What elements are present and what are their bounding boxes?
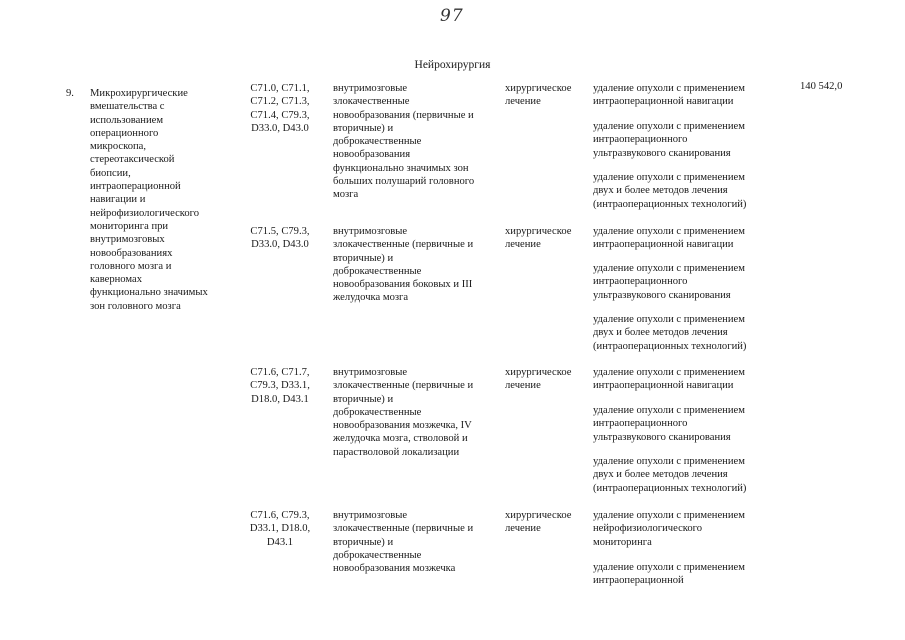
section-title: Нейрохирургия bbox=[414, 59, 491, 71]
group-method: удаление опухоли с применением двух и более методов лечения (интраоперационных технологий) bbox=[593, 456, 747, 494]
group-diagnosis: внутримозговые злокачественные (первичные и вторичные) и доброкачественные новообразования мозжечка, IV желудочка мозга, стволовой и парастволовой локализации bbox=[333, 367, 474, 458]
group-codes: C71.6, C79.3, D33.1, D18.0, D43.1 bbox=[249, 510, 311, 548]
group-codes: C71.0, C71.1, C71.2, C71.3, C71.4, C79.3, D33.0, D43.0 bbox=[250, 83, 310, 134]
group-diagnosis: внутримозговые злокачественные новообразования (первичные и вторичные) и доброкачественные новообразования функционально значимых зон больших полушарий головного мозга bbox=[333, 83, 475, 201]
group-treatment: хирургическое лечение bbox=[505, 226, 572, 251]
group-method: удаление опухоли с применением двух и более методов лечения (интраоперационных технологий) bbox=[593, 172, 747, 210]
group-treatment: хирургическое лечение bbox=[505, 510, 572, 535]
group-method: удаление опухоли с применением интраоперационного ультразвукового сканирования bbox=[593, 263, 745, 301]
group-method: удаление опухоли с применением интраоперационного ультразвукового сканирования bbox=[593, 121, 745, 159]
group-treatment: хирургическое лечение bbox=[505, 367, 572, 392]
group-method: удаление опухоли с применением двух и более методов лечения (интраоперационных технологий) bbox=[593, 314, 747, 352]
group-method: удаление опухоли с применением интраоперационной навигации bbox=[593, 226, 745, 251]
group-diagnosis: внутримозговые злокачественные (первичные и вторичные) и доброкачественные новообразования мозжечка bbox=[333, 510, 474, 575]
row-name: Микрохирургические вмешательства с использованием операционного микроскопа, стереотаксической биопсии, интраоперационной навигации и нейрофизиологического мониторинга при внутримозговых новообразованиях головного мозга и каверномах функционально значимых зон головного мозга bbox=[90, 88, 208, 312]
group-codes: C71.6, C71.7, C79.3, D33.1, D18.0, D43.1 bbox=[250, 367, 310, 405]
group-method: удаление опухоли с применением интраоперационной навигации bbox=[593, 83, 745, 108]
group-method: удаление опухоли с применением нейрофизиологического мониторинга bbox=[593, 510, 745, 548]
page-number: 97 bbox=[440, 6, 464, 26]
group-diagnosis: внутримозговые злокачественные (первичные и вторичные) и доброкачественные новообразования боковых и III желудочка мозга bbox=[333, 226, 474, 304]
group-method: удаление опухоли с применением интраоперационной bbox=[593, 562, 745, 587]
group-treatment: хирургическое лечение bbox=[505, 83, 572, 108]
row-price: 140 542,0 bbox=[800, 81, 843, 92]
group-codes: C71.5, C79.3, D33.0, D43.0 bbox=[250, 226, 310, 251]
group-method: удаление опухоли с применением интраоперационного ультразвукового сканирования bbox=[593, 405, 745, 443]
group-method: удаление опухоли с применением интраоперационной навигации bbox=[593, 367, 745, 392]
row-number: 9. bbox=[66, 88, 74, 99]
